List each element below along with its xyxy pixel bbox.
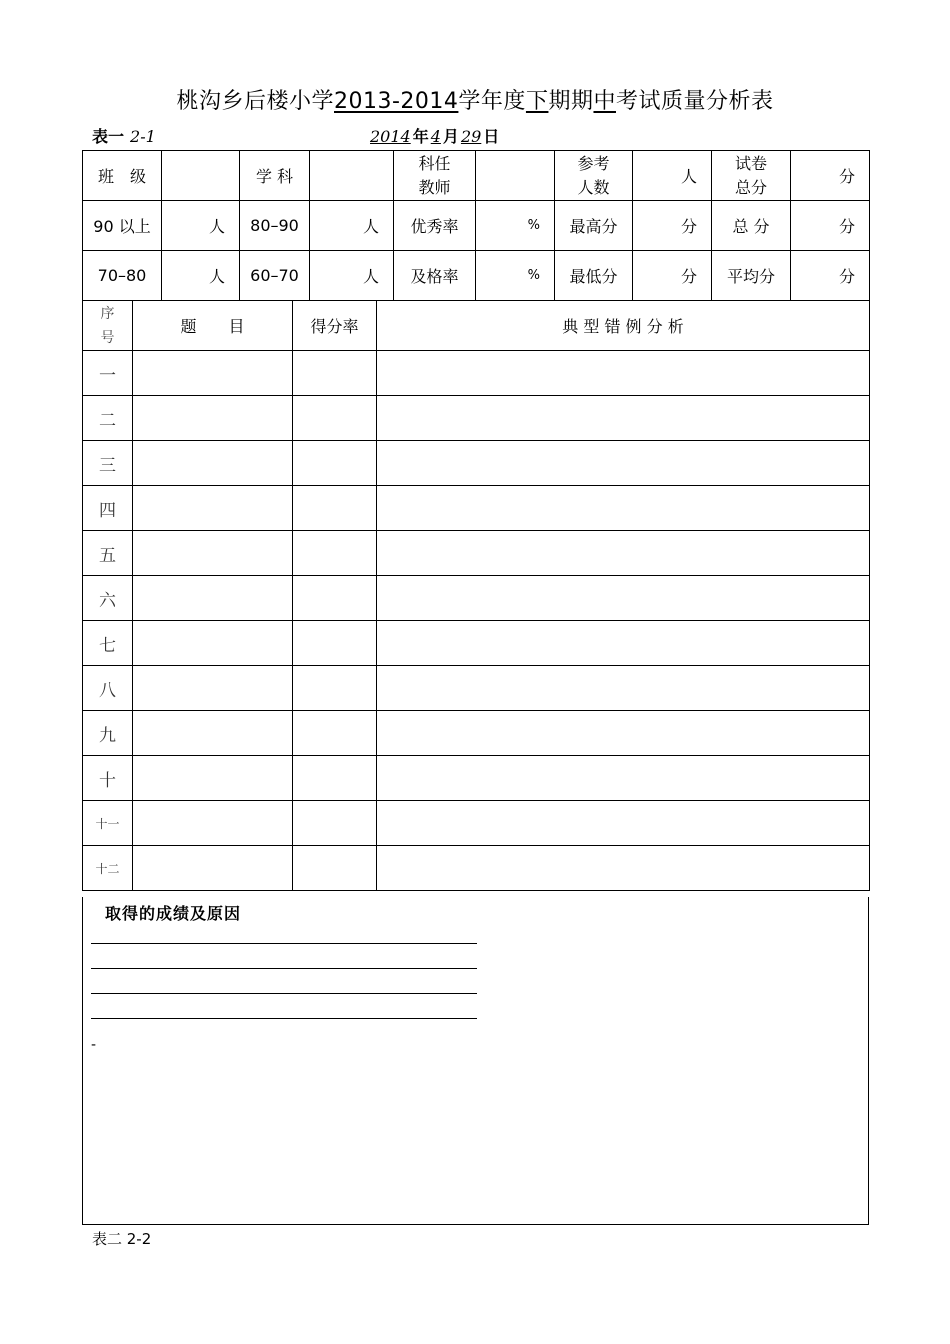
range-80-90-field[interactable]: 人: [310, 201, 394, 251]
error-analysis-header: 典 型 错 例 分 析: [377, 301, 870, 351]
score-rate-cell[interactable]: [293, 351, 377, 396]
table-row: [83, 396, 870, 441]
error-analysis-cell[interactable]: [377, 486, 870, 531]
error-analysis-cell[interactable]: [377, 846, 870, 891]
exam-mark: 中: [593, 89, 616, 114]
question-cell[interactable]: [133, 351, 293, 396]
term-mark: 下: [525, 89, 549, 114]
score-rate-cell[interactable]: [293, 711, 377, 756]
paper-total-field[interactable]: 分: [791, 151, 870, 201]
range-70-80-label: 70–80: [83, 251, 162, 301]
school-year: 2013-2014: [334, 89, 459, 114]
question-cell[interactable]: [133, 486, 293, 531]
writing-line: [91, 1018, 477, 1019]
question-cell[interactable]: [133, 441, 293, 486]
score-rate-cell[interactable]: [293, 756, 377, 801]
error-analysis-cell[interactable]: [377, 801, 870, 846]
error-analysis-cell[interactable]: [377, 576, 870, 621]
writing-line: [91, 943, 477, 944]
page-title: [0, 84, 950, 115]
date-year: 2014: [370, 127, 411, 146]
writing-line: [91, 968, 477, 969]
row-number: 一: [83, 351, 133, 396]
teacher-label: 科任 教师: [394, 151, 476, 201]
table-number: 表一 2-1: [92, 127, 156, 146]
score-rate-cell[interactable]: [293, 576, 377, 621]
school-name: 桃沟乡后楼小学: [176, 89, 334, 114]
table-row: [83, 441, 870, 486]
table-row: [83, 846, 870, 891]
score-rate-cell[interactable]: [293, 621, 377, 666]
table-row: [83, 486, 870, 531]
error-analysis-cell[interactable]: [377, 756, 870, 801]
table-row: [83, 576, 870, 621]
row-number: 三: [83, 441, 133, 486]
seq-header: 序 号: [83, 301, 133, 351]
table-row: [83, 666, 870, 711]
total-score-field[interactable]: 分: [791, 201, 870, 251]
row-number: 四: [83, 486, 133, 531]
row-number: 八: [83, 666, 133, 711]
error-analysis-cell[interactable]: [377, 351, 870, 396]
question-cell[interactable]: [133, 576, 293, 621]
lowest-score-label: 最低分: [555, 251, 633, 301]
class-field[interactable]: [162, 151, 240, 201]
footer-table-number: 表二 2-2: [92, 1230, 152, 1248]
range-80-90-label: 80–90: [240, 201, 310, 251]
range-60-70-field[interactable]: 人: [310, 251, 394, 301]
date-month: 4: [430, 127, 441, 146]
excellent-rate-label: 优秀率: [394, 201, 476, 251]
subject-field[interactable]: [310, 151, 394, 201]
subject-label: 学 科: [240, 151, 310, 201]
score-rate-cell[interactable]: [293, 396, 377, 441]
table-row: [83, 531, 870, 576]
highest-score-label: 最高分: [555, 201, 633, 251]
question-header: 题 目: [133, 301, 293, 351]
question-cell[interactable]: [133, 666, 293, 711]
pass-rate-field[interactable]: %: [476, 251, 555, 301]
row-number: 九: [83, 711, 133, 756]
average-score-label: 平均分: [712, 251, 791, 301]
excellent-rate-field[interactable]: %: [476, 201, 555, 251]
table-row: [83, 621, 870, 666]
table-row: [83, 801, 870, 846]
score-rate-cell[interactable]: [293, 441, 377, 486]
title-text: 学年度: [458, 89, 526, 114]
error-analysis-cell[interactable]: [377, 666, 870, 711]
participant-count-label: 参考 人数: [555, 151, 633, 201]
results-section[interactable]: [82, 897, 869, 1225]
paper-total-label: 试卷 总分: [712, 151, 791, 201]
error-analysis-cell[interactable]: [377, 531, 870, 576]
score-rate-cell[interactable]: [293, 801, 377, 846]
teacher-field[interactable]: [476, 151, 555, 201]
score-rate-cell[interactable]: [293, 666, 377, 711]
summary-row-3: [83, 251, 870, 301]
row-number: 十二: [83, 846, 133, 891]
exam-date: 2014 年 4 月 29 日: [370, 127, 500, 146]
summary-row-2: [83, 201, 870, 251]
summary-table: [82, 150, 870, 301]
date-day: 29: [460, 127, 482, 146]
question-cell[interactable]: [133, 756, 293, 801]
row-number: 十: [83, 756, 133, 801]
row-number: 六: [83, 576, 133, 621]
range-70-80-field[interactable]: 人: [162, 251, 240, 301]
error-analysis-cell[interactable]: [377, 621, 870, 666]
range-90-field[interactable]: 人: [162, 201, 240, 251]
question-cell[interactable]: [133, 621, 293, 666]
lowest-score-field[interactable]: 分: [633, 251, 712, 301]
writing-line: [91, 993, 477, 994]
row-number: 七: [83, 621, 133, 666]
question-cell[interactable]: [133, 846, 293, 891]
analysis-header-row: [83, 301, 870, 351]
table-row: [83, 351, 870, 396]
question-cell[interactable]: [133, 711, 293, 756]
question-cell[interactable]: [133, 801, 293, 846]
class-label: 班 级: [83, 151, 162, 201]
score-rate-cell[interactable]: [293, 531, 377, 576]
average-score-field[interactable]: 分: [791, 251, 870, 301]
table-row: [83, 711, 870, 756]
range-60-70-label: 60–70: [240, 251, 310, 301]
analysis-table: [82, 300, 870, 891]
question-cell[interactable]: [133, 396, 293, 441]
row-number: 二: [83, 396, 133, 441]
title-text: 考试质量分析表: [615, 89, 774, 114]
highest-score-field[interactable]: 分: [633, 201, 712, 251]
error-analysis-cell[interactable]: [377, 396, 870, 441]
row-number: 十一: [83, 801, 133, 846]
subheader: [92, 124, 852, 148]
dash-mark: -: [91, 1037, 97, 1053]
participant-count-field[interactable]: 人: [633, 151, 712, 201]
score-rate-cell[interactable]: [293, 846, 377, 891]
table-row: [83, 756, 870, 801]
summary-row-1: [83, 151, 870, 201]
error-analysis-cell[interactable]: [377, 441, 870, 486]
total-score-label: 总 分: [712, 201, 791, 251]
question-cell[interactable]: [133, 531, 293, 576]
title-text: 期期: [548, 89, 594, 114]
pass-rate-label: 及格率: [394, 251, 476, 301]
score-rate-header: 得分率: [293, 301, 377, 351]
row-number: 五: [83, 531, 133, 576]
error-analysis-cell[interactable]: [377, 711, 870, 756]
range-90-label: 90 以上: [83, 201, 162, 251]
score-rate-cell[interactable]: [293, 486, 377, 531]
results-label: 取得的成绩及原因: [105, 904, 242, 923]
